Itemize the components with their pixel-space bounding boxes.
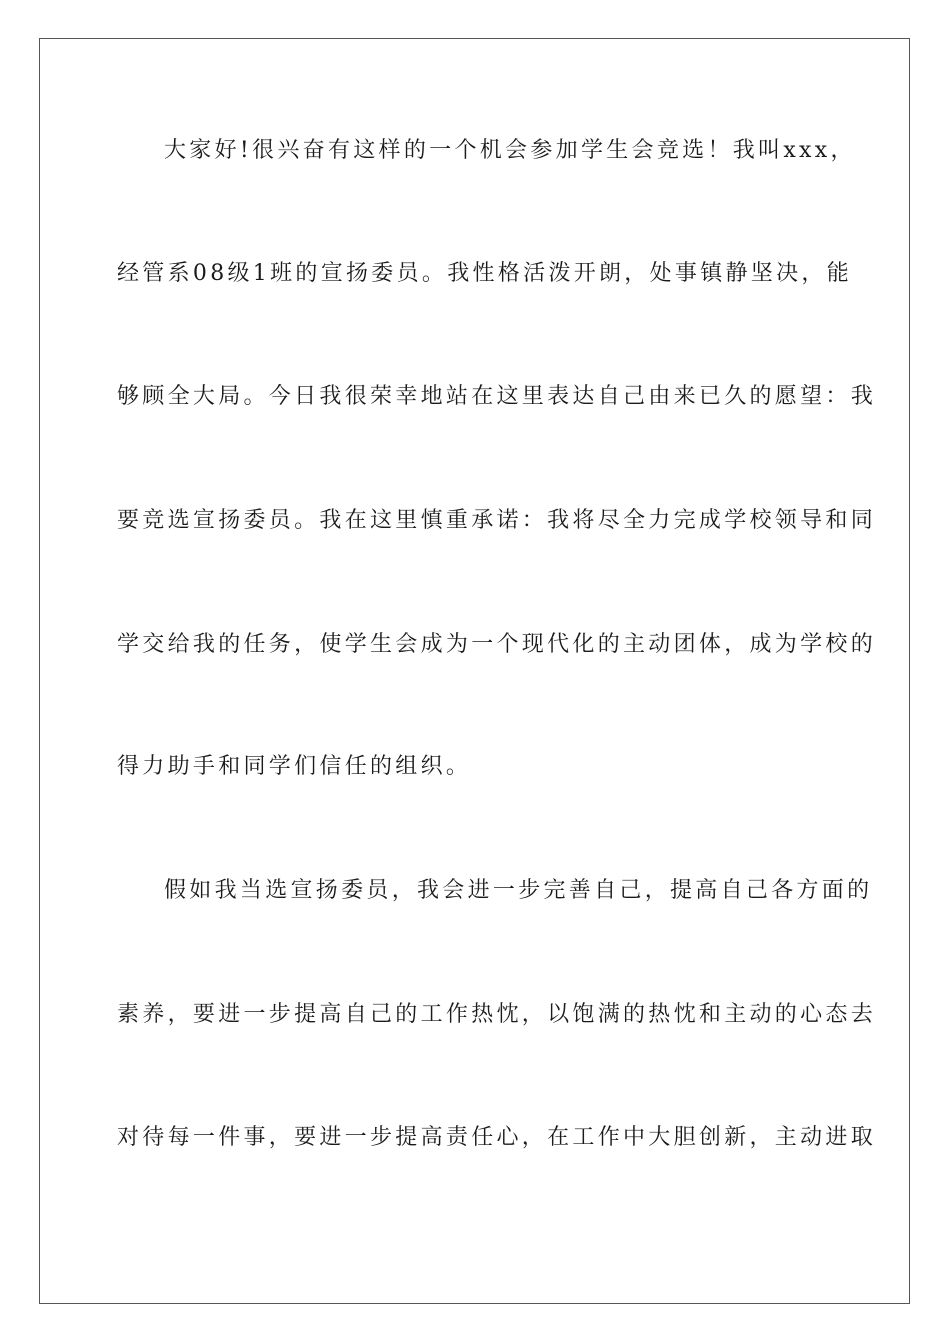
paragraph-line: 经管系08级1班的宣扬委员。我性格活泼开朗，处事镇静坚决，能	[117, 261, 852, 286]
paragraph-line: 够顾全大局。今日我很荣幸地站在这里表达自己由来已久的愿望：我	[117, 384, 877, 409]
paragraph-line: 大家好!很兴奋有这样的一个机会参加学生会竞选！我叫xxx，	[164, 138, 856, 163]
paragraph-line: 假如我当选宣扬委员，我会进一步完善自己，提高自己各方面的	[164, 878, 873, 903]
paragraph-line: 要竞选宣扬委员。我在这里慎重承诺：我将尽全力完成学校领导和同	[117, 508, 877, 533]
paragraph-line: 素养，要进一步提高自己的工作热忱，以饱满的热忱和主动的心态去	[117, 1002, 877, 1027]
page-border	[39, 38, 910, 1304]
paragraph-line: 得力助手和同学们信任的组织。	[117, 754, 472, 779]
paragraph-line: 学交给我的任务，使学生会成为一个现代化的主动团体，成为学校的	[117, 632, 877, 657]
paragraph-line: 对待每一件事，要进一步提高责任心，在工作中大胆创新，主动进取	[117, 1125, 877, 1150]
